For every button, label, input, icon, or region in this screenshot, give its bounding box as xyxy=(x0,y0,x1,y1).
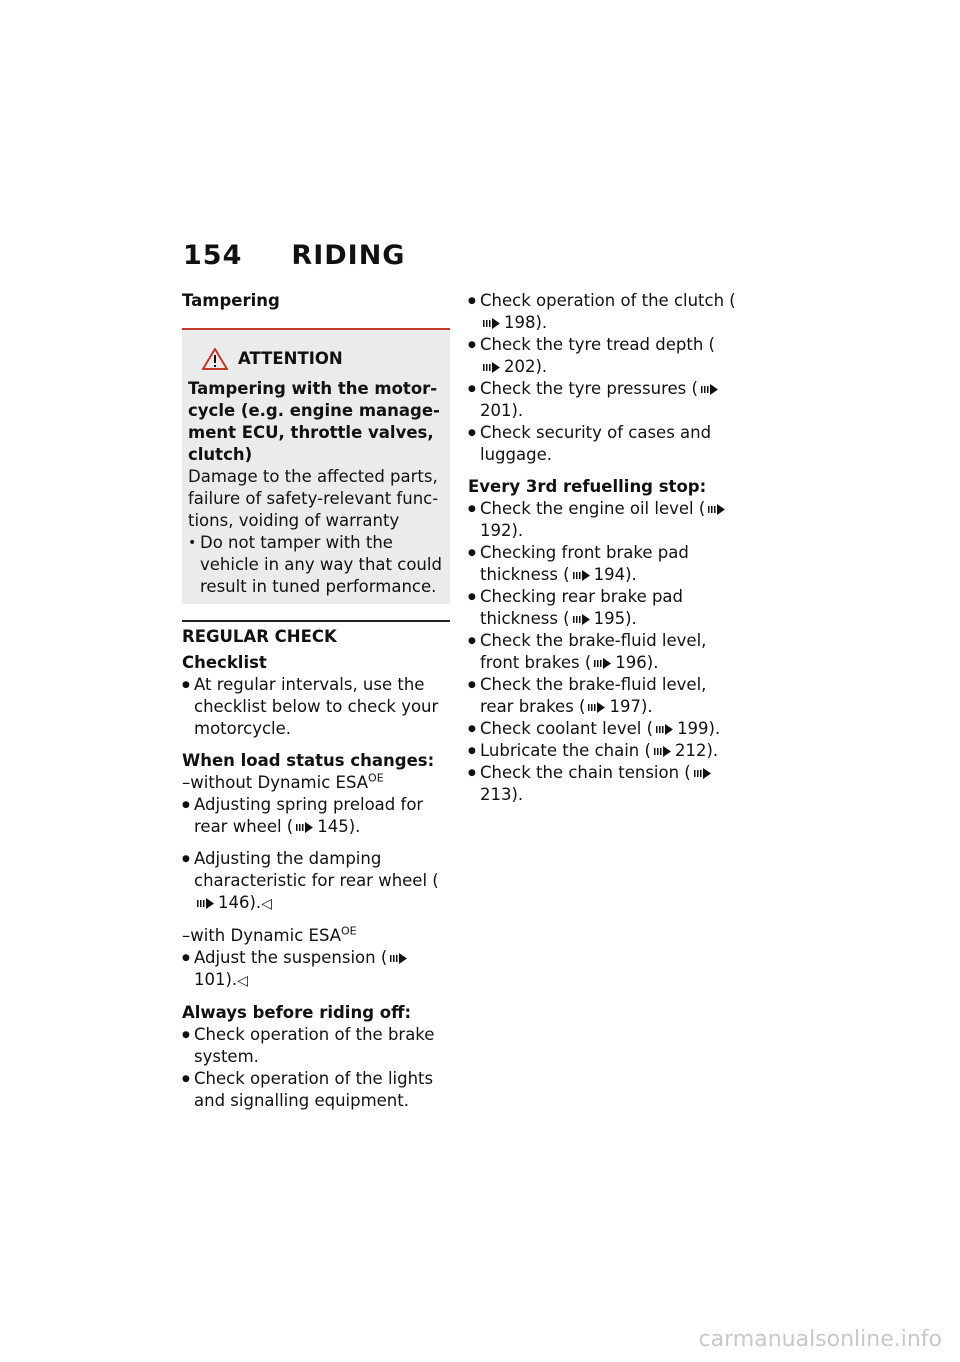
list-item xyxy=(468,718,738,740)
without-esa-list xyxy=(182,794,450,838)
adjust-suspension-text: Adjust the suspension ( xyxy=(194,948,388,967)
coolant-ref[interactable]: 199). xyxy=(677,719,721,738)
list-item xyxy=(468,586,738,630)
tread-text: Check the tyre tread depth ( xyxy=(480,335,715,354)
list-item: ● Check operation of the brake system. xyxy=(182,1024,450,1068)
damping-ref[interactable]: 146). xyxy=(218,893,262,912)
list-item xyxy=(468,378,738,422)
section-title: RIDING xyxy=(291,240,406,271)
page-ref-arrow-icon xyxy=(573,614,591,625)
list-item xyxy=(468,334,738,378)
before-riding-heading: Always before riding off: xyxy=(182,1003,412,1022)
tampering-title: Tampering xyxy=(182,291,280,310)
spring-preload-ref[interactable]: 145). xyxy=(317,817,361,836)
page-ref-arrow-icon xyxy=(573,570,591,581)
oe-superscript: OE xyxy=(368,771,384,785)
attention-body: Damage to the affected parts, failure of safety-relevant func-tions, voiding of warranty xyxy=(188,467,439,530)
oe-superscript: OE xyxy=(341,924,357,938)
spring-preload-text: Adjusting spring preload for rear wheel ( xyxy=(194,795,424,836)
page-ref-arrow-icon xyxy=(588,702,606,713)
list-item xyxy=(182,848,450,915)
list-item xyxy=(468,290,738,334)
checklist-list xyxy=(182,674,450,740)
page-header xyxy=(183,240,405,271)
page-ref-arrow-icon xyxy=(654,746,672,757)
attention-heading: Tampering with the motor-cycle (e.g. engine manage-ment ECU, throttle valves, clutch) xyxy=(188,379,440,464)
page-ref-arrow-icon xyxy=(594,658,612,669)
without-esa-condition: –without Dynamic $ESA^{OE}$ xyxy=(182,771,384,792)
list-item xyxy=(182,947,450,992)
list-item: • Do not tamper with the vehicle in any way that could result in tuned performance. xyxy=(188,532,444,598)
fluid-front-text: Check the brake-fluid level, front brakes ( xyxy=(480,631,707,672)
load-status-heading: When load status changes: xyxy=(182,751,435,770)
page-ref-arrow-icon xyxy=(708,504,726,515)
list-item xyxy=(468,762,738,806)
with-esa-label: with Dynamic ESA xyxy=(190,926,342,945)
without-esa-label: without Dynamic ESA xyxy=(190,773,369,792)
rear-pad-ref[interactable]: 195). xyxy=(593,609,637,628)
end-mark: ◁ xyxy=(237,973,248,989)
with-esa-condition: –with Dynamic $ESA^{OE}$ xyxy=(182,924,357,945)
lubricate-text: Lubricate the chain ( xyxy=(480,741,651,760)
attention-box xyxy=(182,328,450,604)
warning-triangle-icon xyxy=(202,348,228,370)
tread-ref[interactable]: 202). xyxy=(504,357,548,376)
lubricate-ref[interactable]: 212). xyxy=(674,741,719,760)
page-ref-arrow-icon xyxy=(296,822,314,833)
page-ref-arrow-icon xyxy=(656,724,674,735)
refuelling-heading: Every 3rd refuelling stop: xyxy=(468,477,707,496)
list-item xyxy=(182,794,450,838)
list-item: ● Check security of cases and luggage. xyxy=(468,422,738,466)
with-esa-list xyxy=(182,947,450,992)
damping-text: Adjusting the damping characteristic for rear wheel ( xyxy=(194,849,439,890)
rear-pad-text: Checking rear brake pad thickness ( xyxy=(480,587,684,628)
checklist-heading: Checklist xyxy=(182,653,267,672)
end-mark: ◁ xyxy=(261,896,272,912)
list-item xyxy=(468,740,738,762)
tension-text: Check the chain tension ( xyxy=(480,763,691,782)
fluid-rear-text: Check the brake-fluid level, rear brakes ( xyxy=(480,675,707,716)
list-item xyxy=(468,630,738,674)
page-ref-arrow-icon xyxy=(701,384,719,395)
attention-list xyxy=(188,532,444,598)
page-ref-arrow-icon xyxy=(483,318,501,329)
watermark: carmanualsonline.info xyxy=(698,1327,942,1352)
left-column xyxy=(182,290,450,1112)
suspension-ref[interactable]: 101). xyxy=(194,970,238,989)
before-riding-list xyxy=(182,1024,450,1112)
attention-title xyxy=(188,348,444,370)
page-ref-arrow-icon xyxy=(390,953,408,964)
page-ref-arrow-icon xyxy=(694,768,712,779)
oil-text: Check the engine oil level ( xyxy=(480,499,706,518)
regular-check-heading: REGULAR CHECK xyxy=(182,620,450,648)
list-item xyxy=(468,674,738,718)
page-ref-arrow-icon xyxy=(197,898,215,909)
list-item: ● Check operation of the lights and signalling equipment. xyxy=(182,1068,450,1112)
clutch-text: Check operation of the clutch ( xyxy=(480,291,736,310)
list-item xyxy=(468,542,738,586)
list-item xyxy=(468,498,738,542)
coolant-text: Check coolant level ( xyxy=(480,719,654,738)
fluid-front-ref[interactable]: 196). xyxy=(615,653,659,672)
before-riding-list-cont xyxy=(468,290,738,466)
oil-ref[interactable]: 192). xyxy=(480,521,524,540)
clutch-ref[interactable]: 198). xyxy=(504,313,548,332)
pressures-ref[interactable]: 201). xyxy=(480,401,524,420)
list-item: ● At regular intervals, use the checklist below to check your motorcycle. xyxy=(182,674,450,740)
page-number: 154 xyxy=(183,240,243,271)
attention-label: ATTENTION xyxy=(238,349,343,368)
right-column xyxy=(468,290,738,806)
front-pad-text: Checking front brake pad thickness ( xyxy=(480,543,689,584)
pressures-text: Check the tyre pressures ( xyxy=(480,379,698,398)
fluid-rear-ref[interactable]: 197). xyxy=(609,697,653,716)
tension-ref[interactable]: 213). xyxy=(480,785,524,804)
front-pad-ref[interactable]: 194). xyxy=(593,565,637,584)
damping-list xyxy=(182,848,450,915)
page-ref-arrow-icon xyxy=(483,362,501,373)
refuelling-list xyxy=(468,498,738,806)
